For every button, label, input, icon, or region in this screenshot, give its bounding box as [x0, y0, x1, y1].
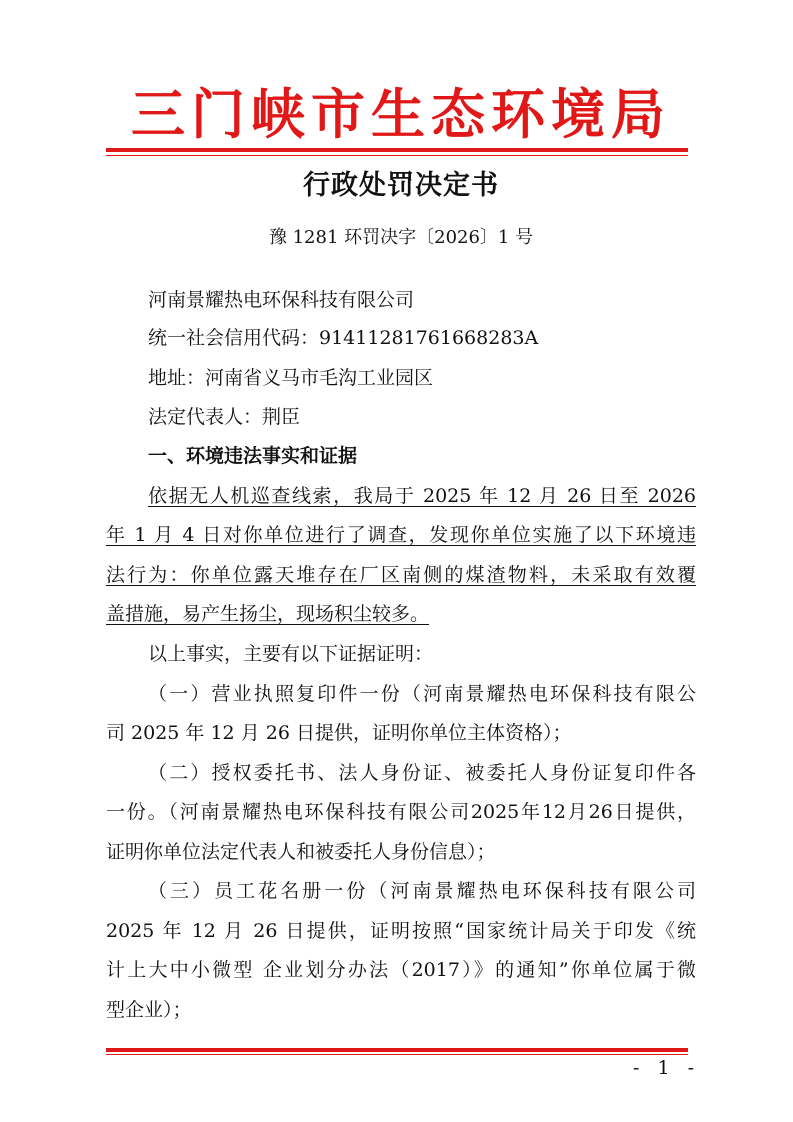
party-credit-code: 统一社会信用代码：91411281761668283A: [148, 327, 539, 349]
header-rule-thick: [106, 148, 688, 152]
evidence-intro: 以上事实，主要有以下证据证明：: [148, 643, 434, 665]
evidence-line: （二）授权委托书、法人身份证、被委托人身份证复印件各: [148, 762, 696, 784]
evidence-line: （一）营业执照复印件一份（河南景耀热电环保科技有限公: [148, 683, 696, 705]
party-legal-rep: 法定代表人：荆臣: [148, 406, 301, 428]
document-title: 行政处罚决定书: [303, 170, 499, 201]
footer-rule-thin: [106, 1054, 688, 1055]
evidence-line: 2025 年 12 月 26 日提供，证明按照“国家统计局关于印发《统: [106, 920, 696, 942]
evidence-line: 证明你单位法定代表人和被委托人身份信息）；: [106, 841, 496, 863]
facts-line: 盖措施，易产生扬尘，现场积尘较多。: [106, 603, 430, 625]
evidence-line: （三）员工花名册一份（河南景耀热电环保科技有限公司: [148, 880, 696, 902]
document-number: 豫 1281 环罚决字〔2026〕1 号: [268, 227, 534, 248]
agency-name: 三门峡市生态环境局: [131, 82, 671, 146]
facts-line: 法行为：你单位露天堆存在厂区南侧的煤渣物料，未采取有效覆: [106, 564, 696, 586]
evidence-line: 计上大中小微型 企业划分办法（2017）》的通知”你单位属于微: [106, 959, 696, 981]
party-address: 地址：河南省义马市毛沟工业园区: [148, 367, 434, 389]
facts-line: 年 1 月 4 日对你单位进行了调查，发现你单位实施了以下环境违: [106, 524, 696, 546]
facts-line: 依据无人机巡查线索，我局于 2025 年 12 月 26 日至 2026: [148, 485, 696, 507]
evidence-line: 一份。（河南景耀热电环保科技有限公司2025年12月26日提供，: [106, 801, 696, 823]
evidence-line: 型企业）；: [106, 999, 192, 1021]
section-heading: 一、环境违法事实和证据: [148, 445, 358, 467]
party-name: 河南景耀热电环保科技有限公司: [148, 289, 415, 311]
footer-rule-thick: [106, 1048, 688, 1052]
header-rule-thin: [106, 155, 688, 156]
page-number: - 1 -: [632, 1057, 700, 1079]
evidence-line: 司 2025 年 12 月 26 日提供，证明你单位主体资格）；: [106, 722, 572, 744]
